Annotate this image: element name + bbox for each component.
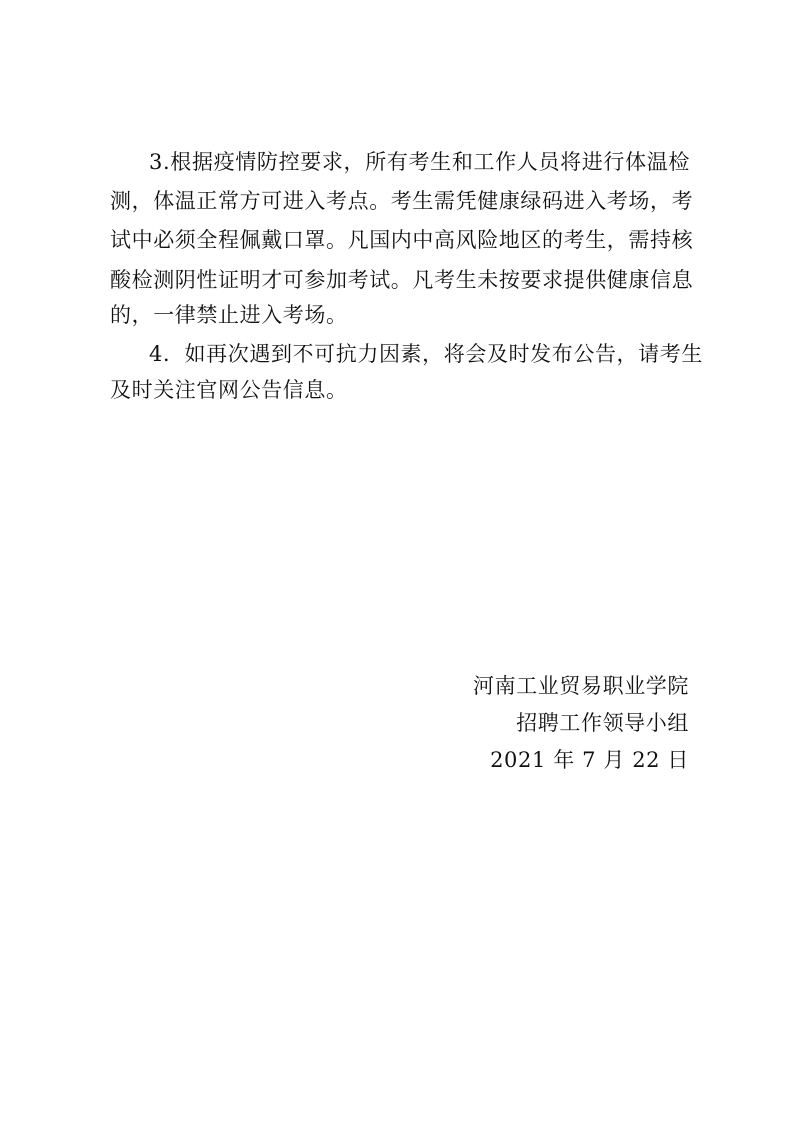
signature-organization: 河南工业贸易职业学院 — [473, 674, 689, 698]
paragraph-3-line-1: 3.根据疫情防控要求，所有考生和工作人员将进行体温检 — [149, 150, 690, 174]
paragraph-4-line-2: 及时关注官网公告信息。 — [110, 378, 348, 402]
paragraph-3-line-4: 酸检测阴性证明才可参加考试。凡考生未按要求提供健康信息 — [110, 268, 694, 292]
paragraph-3-line-3: 试中必须全程佩戴口罩。凡国内中高风险地区的考生，需持核 — [110, 228, 694, 252]
paragraph-4-line-1: 4．如再次遇到不可抗力因素，将会及时发布公告，请考生 — [149, 342, 703, 366]
paragraph-3-line-5: 的，一律禁止进入考场。 — [110, 303, 348, 327]
signature-date: 2021 年 7 月 22 日 — [490, 748, 689, 772]
paragraph-3-line-2: 测，体温正常方可进入考点。考生需凭健康绿码进入考场，考 — [110, 189, 694, 213]
signature-group: 招聘工作领导小组 — [516, 711, 689, 735]
